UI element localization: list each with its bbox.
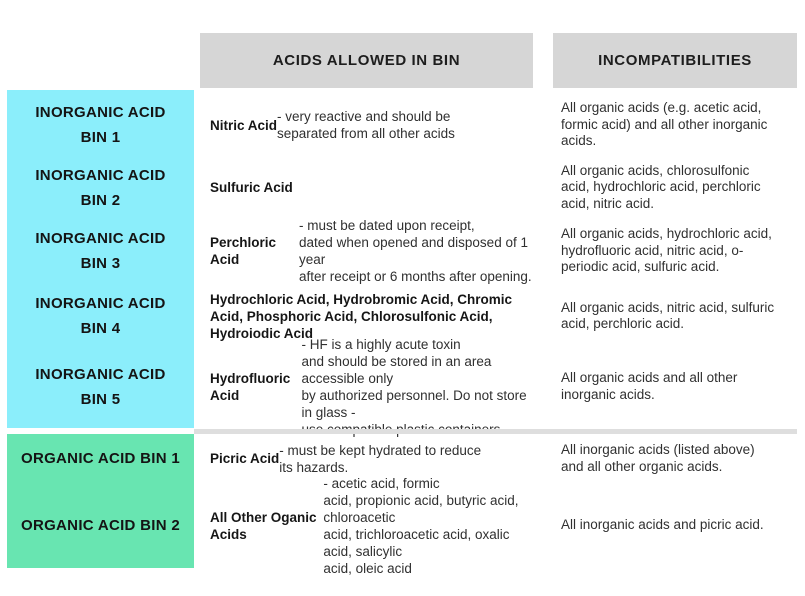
- incompatibilities-cell-inorganic-5: All organic acids and all other inorganic acids.: [561, 370, 738, 402]
- acid-description: - very reactive and should be separated from all other acids: [277, 109, 455, 141]
- acids-cell-inorganic-1: [200, 90, 533, 160]
- acids-cell-inorganic-2: [200, 160, 533, 215]
- column-header-incompatibilities: INCOMPATIBILITIES: [553, 33, 797, 88]
- acid-name: Sulfuric Acid: [210, 180, 293, 195]
- incompatibilities-cell-inorganic-3: All organic acids, hydrochloric acid, hydrofluoric acid, nitric acid, o- periodic acid, sulfuric acid.: [561, 226, 772, 275]
- bin-label-inorganic-2: INORGANIC ACID BIN 2: [7, 160, 194, 215]
- bin-label-inorganic-1: INORGANIC ACID BIN 1: [7, 90, 194, 160]
- bin-label-inorganic-3: INORGANIC ACID BIN 3: [7, 215, 194, 287]
- acids-cell-inorganic-5: [200, 336, 533, 428]
- acid-description: - must be dated upon receipt, dated when opened and disposed of 1 year after receipt or 6 months after opening.: [299, 218, 532, 284]
- acid-name: Hydrochloric Acid, Hydrobromic Acid, Chromic Acid, Phosphoric Acid, Chlorosulfonic Acid, Hydroiodic Acid: [210, 291, 513, 341]
- acid-name: Hydrofluoric Acid: [210, 370, 291, 403]
- acid-description: - must be kept hydrated to reduce its hazards.: [279, 442, 482, 475]
- bin-label-inorganic-5: INORGANIC ACID BIN 5: [7, 345, 194, 428]
- incompatibilities-cell-inorganic-4: All organic acids, nitric acid, sulfuric acid, perchloric acid.: [561, 299, 775, 331]
- acids-cell-organic-2: [200, 475, 533, 576]
- acid-name: Picric Acid: [210, 451, 280, 466]
- acid-name: Nitric Acid: [210, 117, 278, 133]
- acid-description: - HF is a highly acute toxin and should be stored in an area accessible only by authorized personnel. Do not store in glass -: [301, 336, 527, 420]
- incompatibilities-cell-organic-2: All inorganic acids and picric acid.: [561, 517, 764, 533]
- incompatibilities-cell-inorganic-2: All organic acids, chlorosulfonic acid, hydrochloric acid, perchloric acid, nitric acid.: [561, 162, 761, 211]
- column-header-acids: ACIDS ALLOWED IN BIN: [200, 33, 533, 88]
- acid-name: Perchloric Acid: [210, 235, 277, 267]
- acids-cell-inorganic-3: [200, 215, 533, 287]
- acid-name: All Other Oganic Acids: [210, 509, 317, 542]
- acid-description: - acetic acid, formic acid, propionic acid, butyric acid, chloroacetic acid, trichloroacetic acid, oxalic acid, salicylic acid, oleic acid: [323, 475, 519, 576]
- bin-label-inorganic-4: INORGANIC ACID BIN 4: [7, 287, 194, 345]
- table-grid: [7, 33, 797, 576]
- incompatibilities-cell-organic-1: All inorganic acids (listed above) and all other organic acids.: [561, 442, 755, 474]
- incompatibilities-cell-inorganic-1: All organic acids (e.g. acetic acid, formic acid) and all other inorganic acids.: [561, 100, 768, 149]
- bin-label-organic-1: ORGANIC ACID BIN 1: [7, 434, 194, 483]
- bin-label-organic-2: ORGANIC ACID BIN 2: [7, 483, 194, 568]
